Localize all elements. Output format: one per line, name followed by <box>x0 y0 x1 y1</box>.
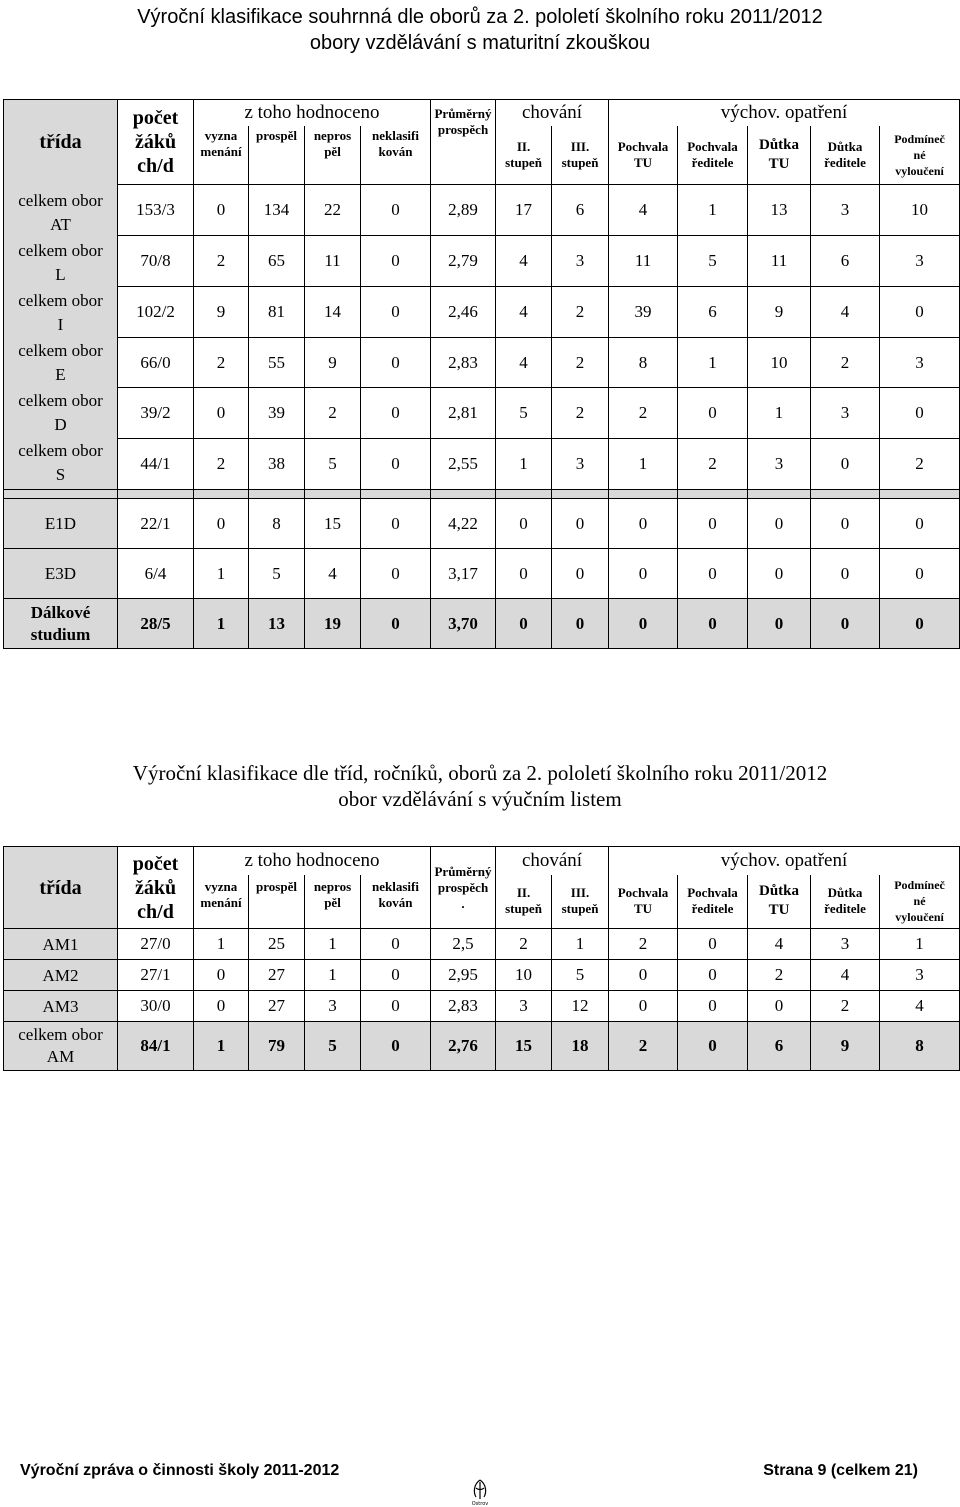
table-maturita <box>3 99 960 649</box>
z-toho-header: z toho hodnoceno <box>194 847 431 875</box>
dutka-reditele-header: Důtka ředitele <box>811 126 880 185</box>
table-row <box>4 549 960 599</box>
table-cell: 2 <box>552 337 609 388</box>
table-cell: 2 <box>880 439 960 490</box>
table-cell: 0 <box>678 929 748 960</box>
table-cell: 0 <box>880 388 960 439</box>
table-cell: 22/1 <box>118 499 194 549</box>
table-cell: 1 <box>678 185 748 236</box>
table-cell: 65 <box>249 236 305 287</box>
dutka-tu-header: Důtka TU <box>748 875 811 929</box>
group-label: celkem obor S <box>18 441 103 484</box>
table-cell: 5 <box>678 236 748 287</box>
table-cell: 3 <box>496 991 552 1022</box>
table-cell: 79 <box>249 1022 305 1071</box>
table-cell: 2 <box>678 439 748 490</box>
table-cell: 0 <box>609 599 678 649</box>
table-cell: 22 <box>305 185 361 236</box>
table-cell: 5 <box>305 439 361 490</box>
prumer-header: Průměrný prospěch <box>431 100 496 185</box>
table-cell: 5 <box>249 549 305 599</box>
pochvala-tu-header: Pochvala TU <box>609 126 678 185</box>
neklasifikovan-header: neklasifi kován <box>361 875 431 929</box>
table-cell: 2,79 <box>431 236 496 287</box>
table-cell: 0 <box>552 549 609 599</box>
table-cell: 4 <box>811 286 880 337</box>
table-cell: 84/1 <box>118 1022 194 1071</box>
table-cell: 4 <box>496 337 552 388</box>
table-cell: 0 <box>194 185 249 236</box>
table-cell: 0 <box>748 499 811 549</box>
table-cell: 28/5 <box>118 599 194 649</box>
table-cell: 9 <box>748 286 811 337</box>
dutka-tu-header: Důtka TU <box>748 126 811 185</box>
table-cell: 27/0 <box>118 929 194 960</box>
table-cell: 8 <box>249 499 305 549</box>
table-cell: 0 <box>361 439 431 490</box>
chovani-header: chování <box>496 100 609 126</box>
pocet-header: počet žáků ch/d <box>118 100 194 185</box>
table-cell: 0 <box>194 991 249 1022</box>
table-cell: 6 <box>678 286 748 337</box>
table-cell: 0 <box>678 991 748 1022</box>
table-cell: 2 <box>609 388 678 439</box>
school-logo-icon <box>468 1478 492 1506</box>
table-cell: 8 <box>880 1022 960 1071</box>
neklasifikovan-header: neklasifi kován <box>361 126 431 185</box>
table-cell: 0 <box>609 549 678 599</box>
table-cell: 2 <box>748 960 811 991</box>
row-label: AM2 <box>4 960 118 991</box>
table-cell: 2,83 <box>431 337 496 388</box>
section2-title-line1: Výroční klasifikace dle tříd, ročníků, oborů za 2. pololetí školního roku 2011/2012 <box>132 761 828 785</box>
table-row-total <box>4 1022 960 1071</box>
neprospel-header: nepros pěl <box>305 875 361 929</box>
vychov-header: výchov. opatření <box>609 100 960 126</box>
table-cell: 18 <box>552 1022 609 1071</box>
table-cell: 38 <box>249 439 305 490</box>
table-cell: 0 <box>361 1022 431 1071</box>
table-cell: 6 <box>748 1022 811 1071</box>
table-cell: 0 <box>361 929 431 960</box>
table-cell: 2 <box>496 929 552 960</box>
pocet-header: počet žáků ch/d <box>118 847 194 929</box>
table-cell: 27 <box>249 960 305 991</box>
table-cell: 0 <box>609 499 678 549</box>
table-cell: 3 <box>552 236 609 287</box>
footer-page-number: Strana 9 (celkem 21) <box>763 1462 918 1479</box>
table-cell: 3 <box>811 929 880 960</box>
table-cell: 0 <box>361 991 431 1022</box>
table-cell: 12 <box>552 991 609 1022</box>
table-cell: 0 <box>361 549 431 599</box>
table-cell: 44/1 <box>118 439 194 490</box>
table-row <box>4 185 960 236</box>
table-cell: 4 <box>748 929 811 960</box>
row-label: Dálkové studium <box>4 599 118 649</box>
table-cell: 25 <box>249 929 305 960</box>
table-cell: 11 <box>609 236 678 287</box>
table-cell: 2,89 <box>431 185 496 236</box>
table-cell: 4 <box>880 991 960 1022</box>
table-cell: 9 <box>305 337 361 388</box>
table-cell: 0 <box>194 499 249 549</box>
table-row <box>4 388 960 439</box>
table-cell: 5 <box>496 388 552 439</box>
table-cell: 5 <box>305 1022 361 1071</box>
prumer-header: Průměrný prospěch . <box>431 847 496 929</box>
stupen3-header: III. stupeň <box>552 875 609 929</box>
table-cell: 6/4 <box>118 549 194 599</box>
table-cell: 0 <box>361 286 431 337</box>
footer-document-title: Výroční zpráva o činnosti školy 2011-2012 <box>20 1462 340 1479</box>
table-cell: 6 <box>811 236 880 287</box>
pochvala-reditele-header: Pochvala ředitele <box>678 126 748 185</box>
table-cell: 30/0 <box>118 991 194 1022</box>
table-cell: 2,76 <box>431 1022 496 1071</box>
stupen2-header: II. stupeň <box>496 126 552 185</box>
table-cell: 0 <box>678 960 748 991</box>
table-cell: 10 <box>880 185 960 236</box>
table-cell: 2,81 <box>431 388 496 439</box>
pochvala-reditele-header: Pochvala ředitele <box>678 875 748 929</box>
table-cell: 0 <box>552 499 609 549</box>
z-toho-header: z toho hodnoceno <box>194 100 431 126</box>
podminecne-vylouceni-header: Podmíneč né vyloučení <box>880 126 960 185</box>
table-cell: 0 <box>361 960 431 991</box>
table-cell: 0 <box>880 499 960 549</box>
table-cell: 55 <box>249 337 305 388</box>
table-cell: 0 <box>496 499 552 549</box>
trida-header: třída <box>39 131 82 153</box>
table-cell: 3 <box>880 337 960 388</box>
table-cell: 3 <box>748 439 811 490</box>
table-cell: 11 <box>305 236 361 287</box>
logo-text: Ostrov <box>471 1501 489 1506</box>
table-cell: 1 <box>609 439 678 490</box>
table-cell: 4 <box>811 960 880 991</box>
table-cell: 0 <box>748 599 811 649</box>
table-cell: 13 <box>249 599 305 649</box>
table-cell: 0 <box>811 499 880 549</box>
table-cell: 19 <box>305 599 361 649</box>
table-cell: 1 <box>496 439 552 490</box>
table-row <box>4 439 960 490</box>
table-cell: 0 <box>609 960 678 991</box>
table-row <box>4 499 960 549</box>
table-cell: 2 <box>194 439 249 490</box>
table-cell: 70/8 <box>118 236 194 287</box>
table-cell: 3 <box>811 185 880 236</box>
table-cell: 0 <box>194 388 249 439</box>
row-label: E3D <box>4 549 118 599</box>
table-cell: 4 <box>496 286 552 337</box>
group-label: celkem obor D <box>18 391 103 434</box>
trida-column <box>4 100 118 490</box>
table-row-total <box>4 599 960 649</box>
table-cell: 0 <box>678 1022 748 1071</box>
section2-title-line2: obor vzdělávání s výučním listem <box>338 787 622 811</box>
table-cell: 2 <box>609 929 678 960</box>
table-cell: 81 <box>249 286 305 337</box>
table-cell: 0 <box>880 599 960 649</box>
podminecne-vylouceni-header: Podmíneč né vyloučení <box>880 875 960 929</box>
table-cell: 0 <box>361 388 431 439</box>
table-cell: 4,22 <box>431 499 496 549</box>
table-cell: 2,5 <box>431 929 496 960</box>
group-label: celkem obor E <box>18 341 103 384</box>
table-cell: 1 <box>678 337 748 388</box>
table-cell: 5 <box>552 960 609 991</box>
table-cell: 0 <box>678 599 748 649</box>
table-cell: 0 <box>678 499 748 549</box>
table-cell: 2,46 <box>431 286 496 337</box>
table-cell: 0 <box>811 549 880 599</box>
table-row <box>4 337 960 388</box>
group-label: celkem obor I <box>18 291 103 334</box>
table-cell: 9 <box>194 286 249 337</box>
table-cell: 11 <box>748 236 811 287</box>
table-cell: 17 <box>496 185 552 236</box>
table-cell: 0 <box>496 549 552 599</box>
table-cell: 153/3 <box>118 185 194 236</box>
dutka-reditele-header: Důtka ředitele <box>811 875 880 929</box>
table-cell: 134 <box>249 185 305 236</box>
table-cell: 2 <box>811 337 880 388</box>
prospel-header: prospěl <box>249 126 305 185</box>
pochvala-tu-header: Pochvala TU <box>609 875 678 929</box>
table-cell: 0 <box>811 599 880 649</box>
table-cell: 39 <box>249 388 305 439</box>
table-cell: 2 <box>305 388 361 439</box>
table-cell: 0 <box>361 236 431 287</box>
table-cell: 14 <box>305 286 361 337</box>
table-cell: 9 <box>811 1022 880 1071</box>
table-vyucni-list <box>3 846 960 1071</box>
table-cell: 0 <box>880 286 960 337</box>
neprospel-header: nepros pěl <box>305 126 361 185</box>
table-cell: 0 <box>361 337 431 388</box>
table-cell: 6 <box>552 185 609 236</box>
table-cell: 3 <box>880 960 960 991</box>
stupen2-header: II. stupeň <box>496 875 552 929</box>
table-cell: 4 <box>496 236 552 287</box>
table-cell: 4 <box>305 549 361 599</box>
vychov-header: výchov. opatření <box>609 847 960 875</box>
table-cell: 102/2 <box>118 286 194 337</box>
table-cell: 0 <box>748 549 811 599</box>
table-cell: 0 <box>361 185 431 236</box>
table-cell: 13 <box>748 185 811 236</box>
table-cell: 0 <box>361 499 431 549</box>
table-cell: 0 <box>361 599 431 649</box>
table-cell: 27/1 <box>118 960 194 991</box>
chovani-header: chování <box>496 847 609 875</box>
table-cell: 2 <box>552 286 609 337</box>
table-cell: 1 <box>305 929 361 960</box>
table-row <box>4 929 960 960</box>
table-cell: 2 <box>194 337 249 388</box>
table-cell: 2 <box>552 388 609 439</box>
section1-title-line2: obory vzdělávání s maturitní zkouškou <box>309 32 651 54</box>
table-cell: 0 <box>194 960 249 991</box>
row-label: celkem obor AM <box>4 1022 118 1071</box>
table-cell: 2,55 <box>431 439 496 490</box>
table-cell: 0 <box>678 388 748 439</box>
vyznamenani-header: vyzna menání <box>194 126 249 185</box>
table-cell: 0 <box>496 599 552 649</box>
table-cell: 15 <box>496 1022 552 1071</box>
table-cell: 1 <box>194 929 249 960</box>
table-cell: 1 <box>880 929 960 960</box>
table-cell: 0 <box>552 599 609 649</box>
row-label: E1D <box>4 499 118 549</box>
table-cell: 0 <box>609 991 678 1022</box>
section1-title-line1: Výroční klasifikace souhrnná dle oborů za 2. pololetí školního roku 2011/2012 <box>137 6 823 28</box>
group-label: celkem obor L <box>18 241 103 284</box>
table-row <box>4 960 960 991</box>
table-cell: 3 <box>811 388 880 439</box>
row-label: AM3 <box>4 991 118 1022</box>
table-cell: 3,70 <box>431 599 496 649</box>
table-cell: 1 <box>194 549 249 599</box>
table-cell: 0 <box>811 439 880 490</box>
table-cell: 3 <box>305 991 361 1022</box>
table-cell: 3,17 <box>431 549 496 599</box>
table-cell: 2 <box>609 1022 678 1071</box>
table-cell: 0 <box>880 549 960 599</box>
table-cell: 8 <box>609 337 678 388</box>
table-cell: 15 <box>305 499 361 549</box>
table-cell: 1 <box>194 1022 249 1071</box>
table-cell: 10 <box>496 960 552 991</box>
table-cell: 10 <box>748 337 811 388</box>
table-cell: 3 <box>552 439 609 490</box>
table-row <box>4 236 960 287</box>
table-row <box>4 286 960 337</box>
table-cell: 27 <box>249 991 305 1022</box>
table-cell: 2 <box>194 236 249 287</box>
table-cell: 4 <box>609 185 678 236</box>
row-label: AM1 <box>4 929 118 960</box>
row-separator <box>4 490 960 499</box>
table-cell: 3 <box>880 236 960 287</box>
table-cell: 0 <box>678 549 748 599</box>
table-cell: 1 <box>194 599 249 649</box>
table-cell: 2 <box>811 991 880 1022</box>
table-cell: 39 <box>609 286 678 337</box>
table-cell: 1 <box>748 388 811 439</box>
table-row <box>4 991 960 1022</box>
table-cell: 2,83 <box>431 991 496 1022</box>
group-label: celkem obor AT <box>18 191 103 234</box>
table-cell: 66/0 <box>118 337 194 388</box>
table-cell: 1 <box>552 929 609 960</box>
prospel-header: prospěl <box>249 875 305 929</box>
stupen3-header: III. stupeň <box>552 126 609 185</box>
trida-header: třída <box>4 847 118 929</box>
vyznamenani-header: vyzna menání <box>194 875 249 929</box>
table-cell: 1 <box>305 960 361 991</box>
table-cell: 39/2 <box>118 388 194 439</box>
table-cell: 0 <box>748 991 811 1022</box>
table-cell: 2,95 <box>431 960 496 991</box>
